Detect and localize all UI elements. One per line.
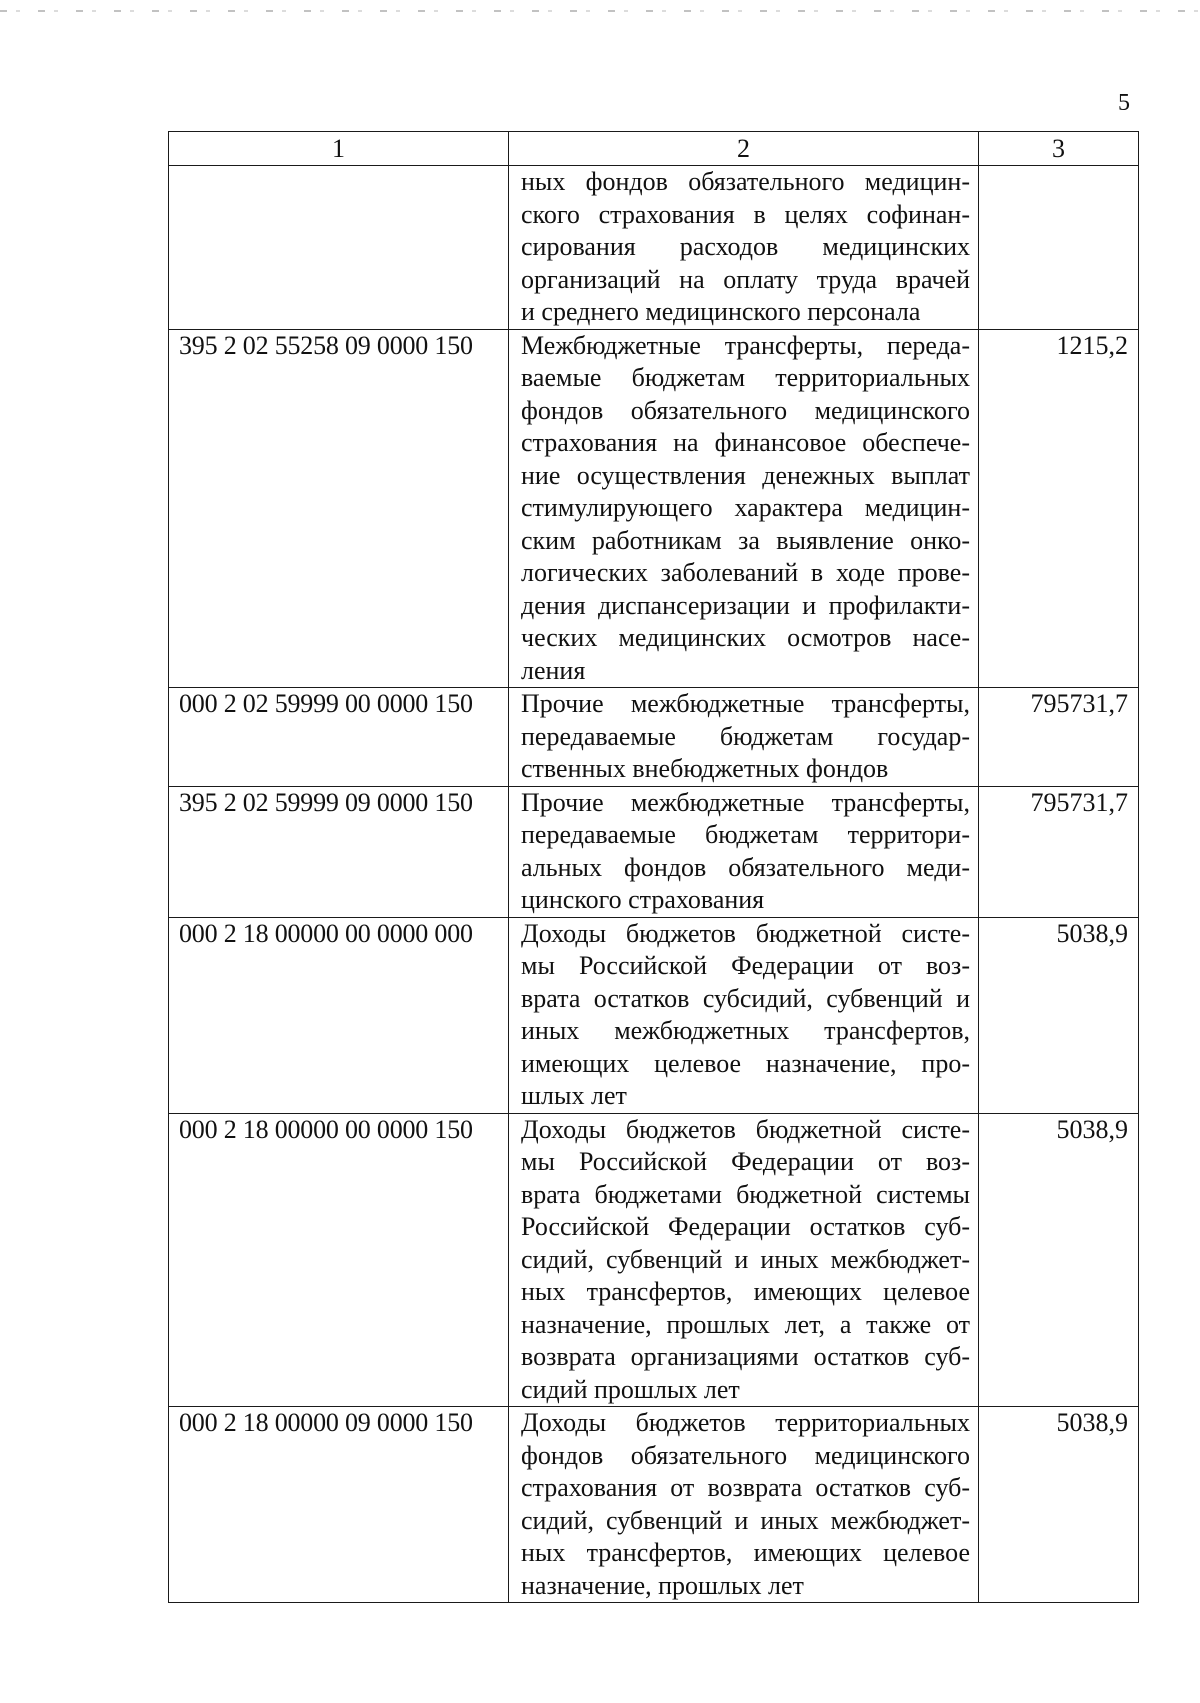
revenue-code-cell: 000 2 18 00000 00 0000 000 (169, 917, 509, 1113)
revenue-name-cell (509, 1113, 979, 1407)
revenue-name-line: сидий прошлых лет (521, 1374, 740, 1404)
revenue-name-cell (509, 786, 979, 917)
revenue-name-line: врата остатков субсидий, субвенций и (521, 983, 970, 1013)
revenue-name-line: цинского страхования (521, 885, 765, 914)
column-header-3: 3 (979, 132, 1139, 166)
revenue-name-line: врата бюджетами бюджетной системы (521, 1179, 970, 1209)
revenue-code-cell: 000 2 18 00000 09 0000 150 (169, 1407, 509, 1603)
column-header-1: 1 (169, 132, 509, 166)
revenue-name-line: назначение, прошлых лет (521, 1570, 804, 1600)
table-row (169, 917, 1139, 1113)
amount-cell: 795731,7 (979, 786, 1139, 917)
table-body (169, 132, 1139, 1603)
revenue-name-line: Межбюджетные трансферты, переда- (521, 330, 970, 360)
revenue-name-line: Доходы бюджетов бюджетной систе- (521, 1114, 970, 1144)
revenue-name-line: ским работникам за выявление онко- (521, 525, 970, 555)
revenue-name-line: ского страхования в целях софинан- (521, 199, 970, 229)
revenue-name-line: ческих медицинских осмотров насе- (521, 623, 970, 652)
revenue-code-cell: 000 2 02 59999 00 0000 150 (169, 688, 509, 787)
revenue-name-cell (509, 1407, 979, 1603)
revenue-name-line: мы Российской Федерации от воз- (521, 1147, 970, 1176)
revenue-name-line: Доходы бюджетов бюджетной систе- (521, 918, 970, 948)
revenue-name-line: и среднего медицинского персонала (521, 297, 921, 326)
revenue-code-cell: 395 2 02 59999 09 0000 150 (169, 786, 509, 917)
revenue-name-cell (509, 688, 979, 787)
revenue-name-line: передаваемые бюджетам территори- (521, 820, 970, 849)
revenue-name-line: ных трансфертов, имеющих целевое (521, 1277, 970, 1306)
revenue-code-cell: 395 2 02 55258 09 0000 150 (169, 329, 509, 688)
revenue-name-line: ления (521, 655, 586, 685)
budget-revenue-table (168, 131, 1139, 1603)
amount-cell (979, 166, 1139, 330)
revenue-name-line: Доходы бюджетов территориальных (521, 1408, 970, 1437)
revenue-name-line: ных фондов обязательного медицин- (521, 167, 970, 196)
revenue-name-line: стимулирующего характера медицин- (521, 493, 970, 522)
table-row (169, 786, 1139, 917)
table-row (169, 329, 1139, 688)
revenue-name-line: дения диспансеризации и профилакти- (521, 590, 970, 620)
revenue-name-line: Российской Федерации остатков суб- (521, 1212, 970, 1241)
revenue-name-line: сидий, субвенций и иных межбюджет- (521, 1244, 970, 1274)
amount-cell: 5038,9 (979, 1407, 1139, 1603)
table-row (169, 1407, 1139, 1603)
revenue-code-cell (169, 166, 509, 330)
revenue-name-line: шлых лет (521, 1081, 627, 1110)
revenue-name-line: имеющих целевое назначение, про- (521, 1048, 970, 1078)
revenue-name-cell (509, 329, 979, 688)
revenue-name-line: иных межбюджетных трансфертов, (521, 1016, 970, 1045)
revenue-name-line: Прочие межбюджетные трансферты, (521, 689, 970, 718)
revenue-name-line: Прочие межбюджетные трансферты, (521, 787, 970, 817)
revenue-name-line: ние осуществления денежных выплат (521, 460, 970, 490)
revenue-name-cell (509, 917, 979, 1113)
revenue-name-line: сидий, субвенций и иных межбюджет- (521, 1505, 970, 1535)
revenue-name-line: передаваемые бюджетам государ- (521, 721, 970, 751)
revenue-name-line: страхования от возврата остатков суб- (521, 1473, 970, 1502)
revenue-name-line: фондов обязательного медицинского (521, 395, 970, 425)
revenue-name-line: альных фондов обязательного меди- (521, 852, 970, 882)
revenue-name-line: логических заболеваний в ходе прове- (521, 558, 970, 587)
revenue-name-line: ных трансфертов, имеющих целевое (521, 1538, 970, 1567)
revenue-name-line: ваемые бюджетам территориальных (521, 363, 970, 392)
revenue-name-line: сирования расходов медицинских (521, 232, 970, 261)
column-header-2: 2 (509, 132, 979, 166)
table-row (169, 1113, 1139, 1407)
amount-cell: 5038,9 (979, 917, 1139, 1113)
scan-edge-artifact (0, 10, 1200, 12)
amount-cell: 795731,7 (979, 688, 1139, 787)
amount-cell: 1215,2 (979, 329, 1139, 688)
revenue-name-line: возврата организациями остатков суб- (521, 1342, 970, 1371)
header-row (169, 132, 1139, 166)
revenue-name-line: назначение, прошлых лет, а также от (521, 1309, 970, 1339)
revenue-code-cell: 000 2 18 00000 00 0000 150 (169, 1113, 509, 1407)
page-number: 5 (1118, 90, 1130, 116)
revenue-name-cell (509, 166, 979, 330)
table-row (169, 166, 1139, 330)
revenue-name-line: организаций на оплату труда врачей (521, 264, 970, 294)
table-row (169, 688, 1139, 787)
amount-cell: 5038,9 (979, 1113, 1139, 1407)
revenue-name-line: мы Российской Федерации от воз- (521, 951, 970, 980)
revenue-name-line: страхования на финансовое обеспече- (521, 428, 970, 457)
revenue-name-line: ственных внебюджетных фондов (521, 754, 889, 783)
revenue-name-line: фондов обязательного медицинского (521, 1440, 970, 1470)
